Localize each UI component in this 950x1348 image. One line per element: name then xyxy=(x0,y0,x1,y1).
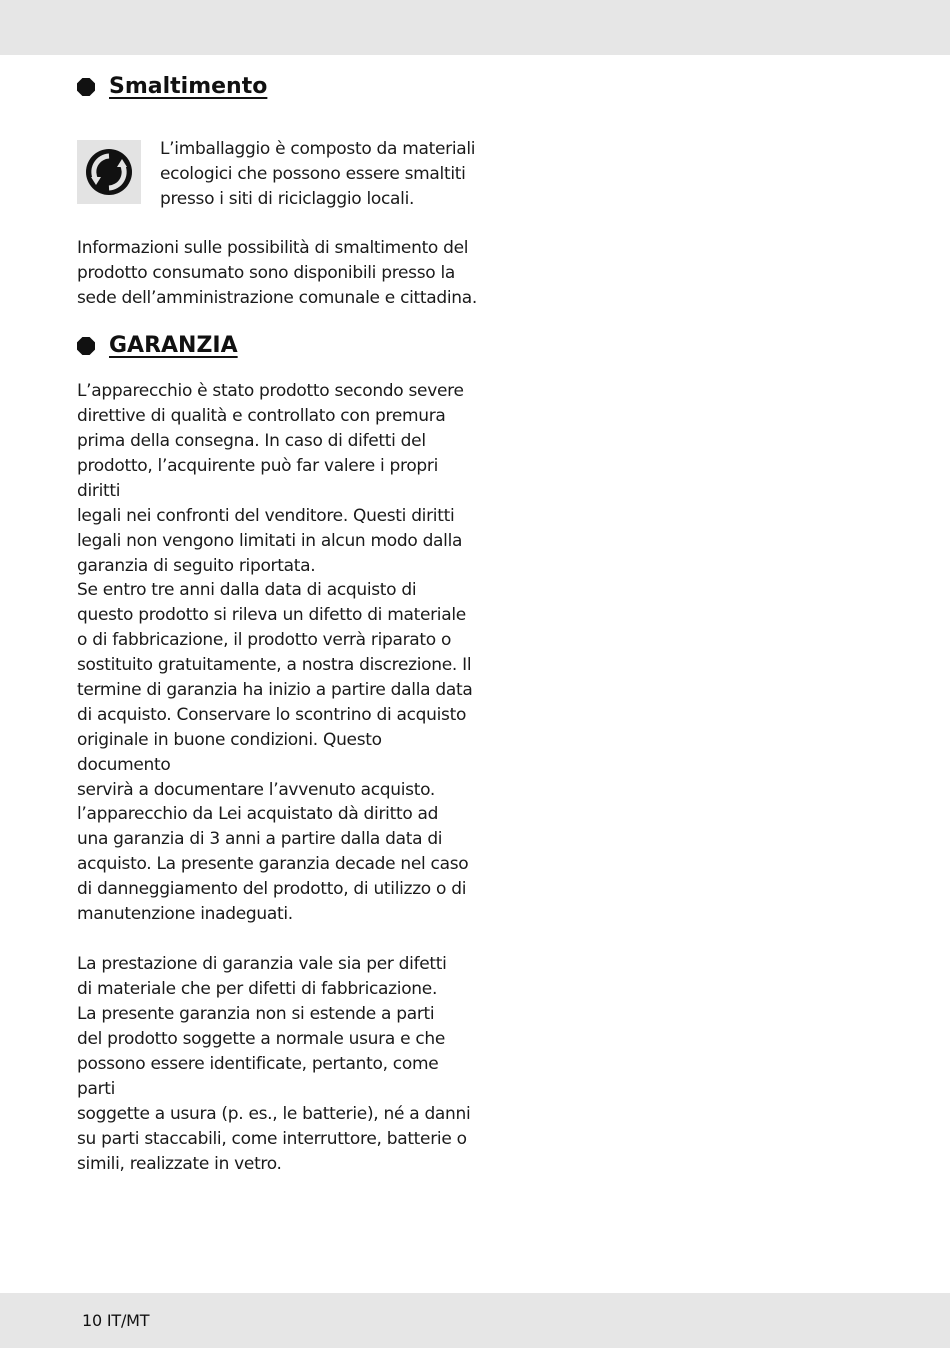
warranty-paragraph-1: L’apparecchio è stato prodotto secondo severe direttive di qualità e controllato con premura prima della consegna. In caso di difetti del prodotto, l’acquirente può far valere i propri diritti legali nei confronti del venditore. Questi diritti legali non vengono limitati in alcun modo dalla garanzia di seguito riportata. xyxy=(77,381,464,576)
packaging-text: L’imballaggio è composto da materiali ecologici che possono essere smaltiti presso i siti di riciclaggio locali. xyxy=(160,139,476,209)
section-heading-smaltimento xyxy=(77,74,267,99)
section-heading-garanzia xyxy=(77,333,238,358)
recycle-icon-box xyxy=(77,140,141,204)
warranty-paragraph-3: l’apparecchio da Lei acquistato dà diritto ad una garanzia di 3 anni a partire dalla data di acquisto. La presente garanzia decade nel caso di danneggiamento del prodotto, di utilizzo o di manutenzione inadeguati. xyxy=(77,804,469,924)
warranty-paragraph-4: La prestazione di garanzia vale sia per difetti di materiale che per difetti di fabbricazione. La presente garanzia non si estende a parti del prodotto soggette a normale usura e che possono essere identificate, pertanto, come parti soggette a usura (p. es., le batterie), né a danni su parti staccabili, come interruttore, batterie o simili, realizzate in vetro. xyxy=(77,954,471,1174)
green-dot-recycle-icon xyxy=(84,147,134,197)
disposal-info-text: Informazioni sulle possibilità di smaltimento del prodotto consumato sono disponibili presso la sede dell’amministrazione comunale e cittadina. xyxy=(77,238,477,308)
section-title: GARANZIA xyxy=(109,333,238,358)
octagon-bullet-icon xyxy=(77,78,95,96)
page-number: 10 IT/MT xyxy=(82,1311,150,1330)
section-title: Smaltimento xyxy=(109,74,268,99)
top-band xyxy=(0,0,950,55)
warranty-paragraph-2: Se entro tre anni dalla data di acquisto di questo prodotto si rileva un difetto di materiale o di fabbricazione, il prodotto verrà riparato o sostituito gratuitamente, a nostra discrezione. Il termine di garanzia ha inizio a partire dalla data di acquisto. Conservare lo scontrino di acquisto originale in buone condizioni. Questo documento servirà a documentare l’avvenuto acquisto. xyxy=(77,580,473,800)
octagon-bullet-icon xyxy=(77,337,95,355)
